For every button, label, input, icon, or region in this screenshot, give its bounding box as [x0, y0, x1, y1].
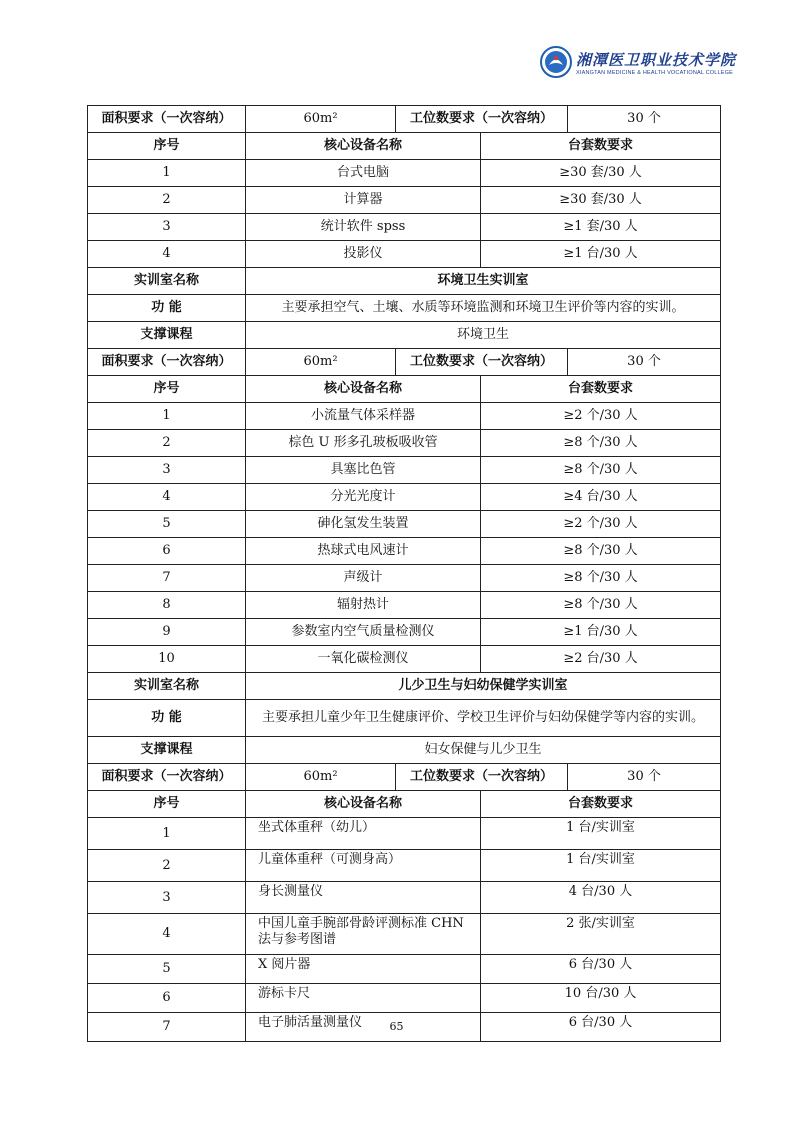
quantity-cell: ≥8 个/30 人 — [481, 457, 721, 484]
table-row — [88, 914, 721, 955]
equipment-cell: 计算器 — [246, 187, 481, 214]
equipment-cell: 一氧化碳检测仪 — [246, 646, 481, 673]
quantity-cell: ≥30 套/30 人 — [481, 187, 721, 214]
quantity-cell: 1 台/实训室 — [481, 818, 721, 850]
seq-cell: 8 — [88, 592, 246, 619]
quantity-cell: 6 台/30 人 — [481, 1013, 721, 1042]
stations-value: 30 个 — [568, 349, 721, 376]
area-value: 60m² — [246, 106, 396, 133]
room-name-label: 实训室名称 — [88, 268, 246, 295]
lab-requirements-table — [87, 105, 721, 1042]
room-name-value: 环境卫生实训室 — [246, 268, 721, 295]
equipment-cell: 分光光度计 — [246, 484, 481, 511]
function-value: 主要承担空气、土壤、水质等环境监测和环境卫生评价等内容的实训。 — [246, 295, 721, 322]
seq-cell: 9 — [88, 619, 246, 646]
seq-cell: 5 — [88, 955, 246, 984]
quantity-cell: ≥2 个/30 人 — [481, 511, 721, 538]
stations-label: 工位数要求（一次容纳） — [396, 349, 568, 376]
quantity-cell: 6 台/30 人 — [481, 955, 721, 984]
course-value: 环境卫生 — [246, 322, 721, 349]
table-row — [88, 214, 721, 241]
equipment-cell: 统计软件 spss — [246, 214, 481, 241]
table-row — [88, 619, 721, 646]
equipment-header: 核心设备名称 — [246, 376, 481, 403]
equipment-cell: 中国儿童手腕部骨龄评测标准 CHN 法与参考图谱 — [246, 914, 481, 955]
seq-cell: 2 — [88, 430, 246, 457]
quantity-cell: 4 台/30 人 — [481, 882, 721, 914]
quantity-cell: ≥1 台/30 人 — [481, 619, 721, 646]
quantity-cell: ≥2 个/30 人 — [481, 403, 721, 430]
seq-cell: 7 — [88, 1013, 246, 1042]
function-label: 功 能 — [88, 295, 246, 322]
equipment-cell: 游标卡尺 — [246, 984, 481, 1013]
college-emblem-icon — [540, 46, 572, 78]
equipment-cell: 砷化氢发生装置 — [246, 511, 481, 538]
table-row — [88, 187, 721, 214]
seq-cell: 4 — [88, 914, 246, 955]
seq-cell: 6 — [88, 538, 246, 565]
table-row — [88, 511, 721, 538]
quantity-header: 台套数要求 — [481, 376, 721, 403]
equipment-cell: 身长测量仪 — [246, 882, 481, 914]
seq-cell: 1 — [88, 403, 246, 430]
equipment-header: 核心设备名称 — [246, 133, 481, 160]
seq-cell: 3 — [88, 457, 246, 484]
quantity-header: 台套数要求 — [481, 133, 721, 160]
table-row — [88, 882, 721, 914]
college-logo — [540, 46, 736, 78]
course-label: 支撑课程 — [88, 322, 246, 349]
header-row — [88, 791, 721, 818]
equipment-cell: 声级计 — [246, 565, 481, 592]
quantity-cell: ≥1 套/30 人 — [481, 214, 721, 241]
equipment-cell: 小流量气体采样器 — [246, 403, 481, 430]
quantity-cell: ≥4 台/30 人 — [481, 484, 721, 511]
equipment-cell: 台式电脑 — [246, 160, 481, 187]
quantity-cell: ≥8 个/30 人 — [481, 430, 721, 457]
table-row — [88, 457, 721, 484]
function-value: 主要承担儿童少年卫生健康评价、学校卫生评价与妇幼保健学等内容的实训。 — [246, 700, 721, 737]
equipment-cell: 电子肺活量测量仪 — [246, 1013, 481, 1042]
equipment-cell: 儿童体重秤（可测身高） — [246, 850, 481, 882]
function-label: 功 能 — [88, 700, 246, 737]
equipment-cell: 投影仪 — [246, 241, 481, 268]
room-name-value: 儿少卫生与妇幼保健学实训室 — [246, 673, 721, 700]
equipment-header: 核心设备名称 — [246, 791, 481, 818]
seq-cell: 7 — [88, 565, 246, 592]
table-row — [88, 984, 721, 1013]
equipment-cell: 坐式体重秤（幼儿） — [246, 818, 481, 850]
seq-cell: 2 — [88, 187, 246, 214]
header-row — [88, 376, 721, 403]
area-label: 面积要求（一次容纳） — [88, 106, 246, 133]
seq-cell: 10 — [88, 646, 246, 673]
stations-value: 30 个 — [568, 106, 721, 133]
room-name-label: 实训室名称 — [88, 673, 246, 700]
quantity-cell: ≥8 个/30 人 — [481, 538, 721, 565]
room-name-row — [88, 268, 721, 295]
quantity-cell: ≥2 台/30 人 — [481, 646, 721, 673]
area-row — [88, 764, 721, 791]
area-label: 面积要求（一次容纳） — [88, 349, 246, 376]
quantity-header: 台套数要求 — [481, 791, 721, 818]
table-row — [88, 818, 721, 850]
area-label: 面积要求（一次容纳） — [88, 764, 246, 791]
seq-header: 序号 — [88, 376, 246, 403]
table-row — [88, 592, 721, 619]
seq-cell: 5 — [88, 511, 246, 538]
course-value: 妇女保健与儿少卫生 — [246, 737, 721, 764]
table-row — [88, 241, 721, 268]
seq-cell: 2 — [88, 850, 246, 882]
function-row — [88, 295, 721, 322]
stations-value: 30 个 — [568, 764, 721, 791]
quantity-cell: 1 台/实训室 — [481, 850, 721, 882]
course-row — [88, 737, 721, 764]
equipment-cell: X 阅片器 — [246, 955, 481, 984]
quantity-cell: 2 张/实训室 — [481, 914, 721, 955]
table-row — [88, 430, 721, 457]
page-number: 65 — [389, 1020, 404, 1033]
seq-cell: 1 — [88, 818, 246, 850]
seq-cell: 6 — [88, 984, 246, 1013]
header-row — [88, 133, 721, 160]
table-row — [88, 565, 721, 592]
stations-label: 工位数要求（一次容纳） — [396, 764, 568, 791]
seq-cell: 3 — [88, 214, 246, 241]
seq-cell: 1 — [88, 160, 246, 187]
logo-english-name: XIANGTAN MEDICINE & HEALTH VOCATIONAL COLLEGE — [576, 69, 734, 76]
equipment-cell: 热球式电风速计 — [246, 538, 481, 565]
quantity-cell: ≥30 套/30 人 — [481, 160, 721, 187]
stations-label: 工位数要求（一次容纳） — [396, 106, 568, 133]
seq-header: 序号 — [88, 133, 246, 160]
course-row — [88, 322, 721, 349]
equipment-cell: 参数室内空气质量检测仪 — [246, 619, 481, 646]
equipment-cell: 辐射热计 — [246, 592, 481, 619]
room-name-row — [88, 673, 721, 700]
equipment-cell: 棕色 U 形多孔玻板吸收管 — [246, 430, 481, 457]
table-row — [88, 538, 721, 565]
table-row — [88, 484, 721, 511]
area-row — [88, 349, 721, 376]
area-value: 60m² — [246, 764, 396, 791]
function-row — [88, 700, 721, 737]
seq-cell: 4 — [88, 484, 246, 511]
table-row — [88, 646, 721, 673]
equipment-cell: 具塞比色管 — [246, 457, 481, 484]
course-label: 支撑课程 — [88, 737, 246, 764]
quantity-cell: ≥1 台/30 人 — [481, 241, 721, 268]
quantity-cell: ≥8 个/30 人 — [481, 565, 721, 592]
quantity-cell: 10 台/30 人 — [481, 984, 721, 1013]
area-value: 60m² — [246, 349, 396, 376]
seq-header: 序号 — [88, 791, 246, 818]
area-row — [88, 106, 721, 133]
seq-cell: 4 — [88, 241, 246, 268]
seq-cell: 3 — [88, 882, 246, 914]
table-row — [88, 160, 721, 187]
quantity-cell: ≥8 个/30 人 — [481, 592, 721, 619]
table-row — [88, 850, 721, 882]
table-row — [88, 955, 721, 984]
logo-chinese-name: 湘潭医卫职业技术学院 — [576, 50, 737, 69]
table-row — [88, 403, 721, 430]
